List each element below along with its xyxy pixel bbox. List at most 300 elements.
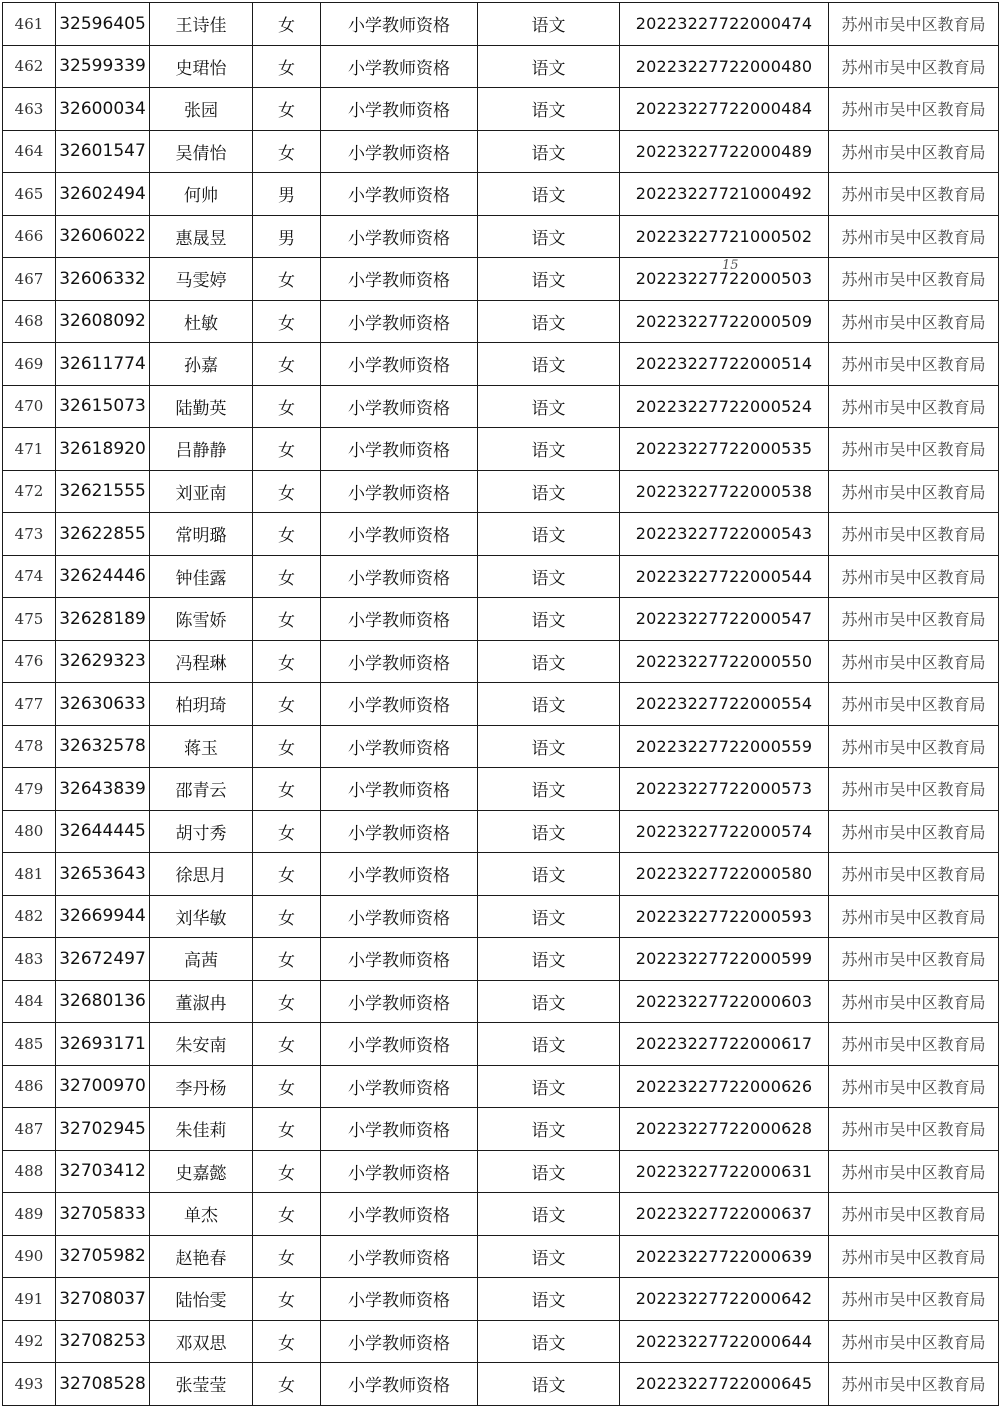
subject-cell: 语文 [478, 470, 620, 513]
qualification-cell: 小学教师资格 [321, 768, 478, 811]
ticket-number-cell: 32669944 [56, 895, 150, 938]
qualification-cell: 小学教师资格 [321, 1023, 478, 1066]
name-cell: 朱佳莉 [150, 1108, 253, 1151]
agency-cell: 苏州市吴中区教育局 [829, 895, 999, 938]
agency-cell: 苏州市吴中区教育局 [829, 300, 999, 343]
subject-cell: 语文 [478, 1193, 620, 1236]
seq-cell: 464 [3, 130, 56, 173]
subject-cell: 语文 [478, 810, 620, 853]
subject-cell: 语文 [478, 895, 620, 938]
table-row [3, 173, 999, 216]
name-cell: 何帅 [150, 173, 253, 216]
agency-cell: 苏州市吴中区教育局 [829, 1363, 999, 1406]
table-row [3, 385, 999, 428]
seq-cell: 463 [3, 88, 56, 131]
certificate-number-cell: 20223227722000550 [620, 640, 829, 683]
seq-cell: 466 [3, 215, 56, 258]
name-cell: 王诗佳 [150, 3, 253, 46]
name-cell: 杜敏 [150, 300, 253, 343]
subject-cell: 语文 [478, 513, 620, 556]
ticket-number-cell: 32703412 [56, 1150, 150, 1193]
seq-cell: 477 [3, 683, 56, 726]
gender-cell: 女 [253, 683, 321, 726]
gender-cell: 女 [253, 300, 321, 343]
seq-cell: 465 [3, 173, 56, 216]
agency-cell: 苏州市吴中区教育局 [829, 1065, 999, 1108]
qualification-cell: 小学教师资格 [321, 45, 478, 88]
name-cell: 吕静静 [150, 428, 253, 471]
table-row [3, 1363, 999, 1406]
table-row [3, 768, 999, 811]
certificate-number-cell: 20223227722000559 [620, 725, 829, 768]
qualification-cell: 小学教师资格 [321, 598, 478, 641]
certificate-number-cell: 20223227722000514 [620, 343, 829, 386]
qualification-cell: 小学教师资格 [321, 428, 478, 471]
certificate-number-cell: 20223227722000547 [620, 598, 829, 641]
table-row [3, 513, 999, 556]
table-row [3, 895, 999, 938]
gender-cell: 女 [253, 470, 321, 513]
ticket-number-cell: 32608092 [56, 300, 150, 343]
gender-cell: 女 [253, 1150, 321, 1193]
ticket-number-cell: 32700970 [56, 1065, 150, 1108]
gender-cell: 女 [253, 130, 321, 173]
name-cell: 史珺怡 [150, 45, 253, 88]
subject-cell: 语文 [478, 173, 620, 216]
subject-cell: 语文 [478, 555, 620, 598]
qualification-cell: 小学教师资格 [321, 1320, 478, 1363]
seq-cell: 470 [3, 385, 56, 428]
seq-cell: 482 [3, 895, 56, 938]
table-row [3, 640, 999, 683]
agency-cell: 苏州市吴中区教育局 [829, 555, 999, 598]
certificate-number-cell: 20223227722000626 [620, 1065, 829, 1108]
qualification-cell: 小学教师资格 [321, 1363, 478, 1406]
subject-cell: 语文 [478, 343, 620, 386]
seq-cell: 467 [3, 258, 56, 301]
ticket-number-cell: 32680136 [56, 980, 150, 1023]
name-cell: 史嘉懿 [150, 1150, 253, 1193]
gender-cell: 女 [253, 1065, 321, 1108]
ticket-number-cell: 32618920 [56, 428, 150, 471]
subject-cell: 语文 [478, 1235, 620, 1278]
qualification-cell: 小学教师资格 [321, 895, 478, 938]
ticket-number-cell: 32708528 [56, 1363, 150, 1406]
table-row [3, 980, 999, 1023]
name-cell: 邓双思 [150, 1320, 253, 1363]
gender-cell: 女 [253, 1363, 321, 1406]
agency-cell: 苏州市吴中区教育局 [829, 88, 999, 131]
seq-cell: 491 [3, 1278, 56, 1321]
name-cell: 柏玥琦 [150, 683, 253, 726]
qualification-cell: 小学教师资格 [321, 130, 478, 173]
gender-cell: 女 [253, 640, 321, 683]
name-cell: 刘亚南 [150, 470, 253, 513]
gender-cell: 女 [253, 1193, 321, 1236]
ticket-number-cell: 32628189 [56, 598, 150, 641]
subject-cell: 语文 [478, 1363, 620, 1406]
qualification-cell: 小学教师资格 [321, 3, 478, 46]
agency-cell: 苏州市吴中区教育局 [829, 173, 999, 216]
gender-cell: 女 [253, 725, 321, 768]
agency-cell: 苏州市吴中区教育局 [829, 130, 999, 173]
ticket-number-cell: 32672497 [56, 938, 150, 981]
seq-cell: 487 [3, 1108, 56, 1151]
table-row [3, 1235, 999, 1278]
agency-cell: 苏州市吴中区教育局 [829, 385, 999, 428]
agency-cell: 苏州市吴中区教育局 [829, 1320, 999, 1363]
name-cell: 陆勤英 [150, 385, 253, 428]
seq-cell: 474 [3, 555, 56, 598]
gender-cell: 女 [253, 45, 321, 88]
seq-cell: 480 [3, 810, 56, 853]
table-row [3, 470, 999, 513]
name-cell: 张莹莹 [150, 1363, 253, 1406]
name-cell: 高茜 [150, 938, 253, 981]
name-cell: 李丹杨 [150, 1065, 253, 1108]
roster-table [2, 2, 999, 1406]
agency-cell: 苏州市吴中区教育局 [829, 1150, 999, 1193]
table-row [3, 1108, 999, 1151]
table-row [3, 300, 999, 343]
seq-cell: 484 [3, 980, 56, 1023]
gender-cell: 女 [253, 768, 321, 811]
qualification-cell: 小学教师资格 [321, 173, 478, 216]
name-cell: 惠晟昱 [150, 215, 253, 258]
qualification-cell: 小学教师资格 [321, 470, 478, 513]
gender-cell: 女 [253, 1023, 321, 1066]
subject-cell: 语文 [478, 980, 620, 1023]
agency-cell: 苏州市吴中区教育局 [829, 1108, 999, 1151]
qualification-cell: 小学教师资格 [321, 513, 478, 556]
qualification-cell: 小学教师资格 [321, 215, 478, 258]
name-cell: 徐思月 [150, 853, 253, 896]
certificate-number-cell: 20223227722000480 [620, 45, 829, 88]
name-cell: 常明璐 [150, 513, 253, 556]
name-cell: 单杰 [150, 1193, 253, 1236]
table-row [3, 683, 999, 726]
table-row [3, 555, 999, 598]
agency-cell: 苏州市吴中区教育局 [829, 1235, 999, 1278]
table-row [3, 725, 999, 768]
qualification-cell: 小学教师资格 [321, 1150, 478, 1193]
certificate-number-cell: 20223227722000637 [620, 1193, 829, 1236]
agency-cell: 苏州市吴中区教育局 [829, 470, 999, 513]
ticket-number-cell: 32624446 [56, 555, 150, 598]
table-row [3, 1193, 999, 1236]
table-row [3, 428, 999, 471]
table-row [3, 810, 999, 853]
gender-cell: 女 [253, 555, 321, 598]
name-cell: 钟佳露 [150, 555, 253, 598]
certificate-number-cell: 20223227722000631 [620, 1150, 829, 1193]
agency-cell: 苏州市吴中区教育局 [829, 1278, 999, 1321]
gender-cell: 女 [253, 810, 321, 853]
subject-cell: 语文 [478, 640, 620, 683]
subject-cell: 语文 [478, 428, 620, 471]
certificate-number-cell: 20223227722000484 [620, 88, 829, 131]
qualification-cell: 小学教师资格 [321, 938, 478, 981]
agency-cell: 苏州市吴中区教育局 [829, 258, 999, 301]
seq-cell: 462 [3, 45, 56, 88]
table-row [3, 1278, 999, 1321]
certificate-number-cell: 20223227722000645 [620, 1363, 829, 1406]
name-cell: 吴倩怡 [150, 130, 253, 173]
certificate-number-cell: 20223227722000503 [620, 258, 829, 301]
certificate-number-cell: 20223227722000474 [620, 3, 829, 46]
qualification-cell: 小学教师资格 [321, 555, 478, 598]
subject-cell: 语文 [478, 1065, 620, 1108]
certificate-number-cell: 20223227722000489 [620, 130, 829, 173]
agency-cell: 苏州市吴中区教育局 [829, 768, 999, 811]
seq-cell: 493 [3, 1363, 56, 1406]
ticket-number-cell: 32708253 [56, 1320, 150, 1363]
seq-cell: 486 [3, 1065, 56, 1108]
certificate-number-cell: 20223227722000642 [620, 1278, 829, 1321]
qualification-cell: 小学教师资格 [321, 1065, 478, 1108]
agency-cell: 苏州市吴中区教育局 [829, 215, 999, 258]
certificate-number-cell: 20223227722000617 [620, 1023, 829, 1066]
table-row [3, 88, 999, 131]
seq-cell: 489 [3, 1193, 56, 1236]
gender-cell: 女 [253, 428, 321, 471]
subject-cell: 语文 [478, 258, 620, 301]
gender-cell: 女 [253, 513, 321, 556]
subject-cell: 语文 [478, 130, 620, 173]
ticket-number-cell: 32693171 [56, 1023, 150, 1066]
seq-cell: 488 [3, 1150, 56, 1193]
gender-cell: 男 [253, 215, 321, 258]
subject-cell: 语文 [478, 725, 620, 768]
qualification-cell: 小学教师资格 [321, 1108, 478, 1151]
table-row [3, 215, 999, 258]
certificate-number-cell: 20223227722000524 [620, 385, 829, 428]
ticket-number-cell: 32600034 [56, 88, 150, 131]
table-row [3, 130, 999, 173]
name-cell: 胡寸秀 [150, 810, 253, 853]
seq-cell: 490 [3, 1235, 56, 1278]
certificate-number-cell: 20223227722000644 [620, 1320, 829, 1363]
gender-cell: 女 [253, 258, 321, 301]
gender-cell: 女 [253, 88, 321, 131]
name-cell: 孙嘉 [150, 343, 253, 386]
table-row [3, 1065, 999, 1108]
table-row [3, 853, 999, 896]
name-cell: 赵艳春 [150, 1235, 253, 1278]
qualification-cell: 小学教师资格 [321, 725, 478, 768]
gender-cell: 女 [253, 980, 321, 1023]
ticket-number-cell: 32622855 [56, 513, 150, 556]
certificate-number-cell: 20223227722000599 [620, 938, 829, 981]
certificate-number-cell: 20223227722000574 [620, 810, 829, 853]
gender-cell: 女 [253, 853, 321, 896]
gender-cell: 女 [253, 1278, 321, 1321]
subject-cell: 语文 [478, 1023, 620, 1066]
certificate-number-cell: 20223227722000593 [620, 895, 829, 938]
certificate-number-cell: 20223227722000628 [620, 1108, 829, 1151]
qualification-cell: 小学教师资格 [321, 1278, 478, 1321]
gender-cell: 女 [253, 385, 321, 428]
subject-cell: 语文 [478, 683, 620, 726]
roster-body [3, 3, 999, 1406]
certificate-number-cell: 20223227722000580 [620, 853, 829, 896]
name-cell: 张园 [150, 88, 253, 131]
table-row [3, 1320, 999, 1363]
ticket-number-cell: 32632578 [56, 725, 150, 768]
qualification-cell: 小学教师资格 [321, 853, 478, 896]
gender-cell: 女 [253, 343, 321, 386]
certificate-number-cell: 20223227722000603 [620, 980, 829, 1023]
agency-cell: 苏州市吴中区教育局 [829, 3, 999, 46]
certificate-number-cell: 20223227722000544 [620, 555, 829, 598]
subject-cell: 语文 [478, 768, 620, 811]
agency-cell: 苏州市吴中区教育局 [829, 853, 999, 896]
qualification-cell: 小学教师资格 [321, 258, 478, 301]
seq-cell: 473 [3, 513, 56, 556]
certificate-number-cell: 20223227722000573 [620, 768, 829, 811]
subject-cell: 语文 [478, 3, 620, 46]
qualification-cell: 小学教师资格 [321, 1235, 478, 1278]
ticket-number-cell: 32705982 [56, 1235, 150, 1278]
agency-cell: 苏州市吴中区教育局 [829, 598, 999, 641]
ticket-number-cell: 32606022 [56, 215, 150, 258]
ticket-number-cell: 32606332 [56, 258, 150, 301]
certificate-number-cell: 20223227721000502 [620, 215, 829, 258]
gender-cell: 女 [253, 1235, 321, 1278]
ticket-number-cell: 32705833 [56, 1193, 150, 1236]
certificate-number-cell: 20223227721000492 [620, 173, 829, 216]
table-row [3, 598, 999, 641]
seq-cell: 461 [3, 3, 56, 46]
seq-cell: 471 [3, 428, 56, 471]
ticket-number-cell: 32615073 [56, 385, 150, 428]
certificate-number-cell: 20223227722000554 [620, 683, 829, 726]
ticket-number-cell: 32602494 [56, 173, 150, 216]
gender-cell: 女 [253, 598, 321, 641]
subject-cell: 语文 [478, 1278, 620, 1321]
seq-cell: 478 [3, 725, 56, 768]
ticket-number-cell: 32599339 [56, 45, 150, 88]
subject-cell: 语文 [478, 88, 620, 131]
qualification-cell: 小学教师资格 [321, 683, 478, 726]
name-cell: 邵青云 [150, 768, 253, 811]
ticket-number-cell: 32644445 [56, 810, 150, 853]
agency-cell: 苏州市吴中区教育局 [829, 45, 999, 88]
ticket-number-cell: 32629323 [56, 640, 150, 683]
seq-cell: 469 [3, 343, 56, 386]
subject-cell: 语文 [478, 1108, 620, 1151]
subject-cell: 语文 [478, 1150, 620, 1193]
certificate-number-cell: 20223227722000538 [620, 470, 829, 513]
qualification-cell: 小学教师资格 [321, 640, 478, 683]
seq-cell: 468 [3, 300, 56, 343]
agency-cell: 苏州市吴中区教育局 [829, 428, 999, 471]
table-row [3, 1023, 999, 1066]
gender-cell: 女 [253, 1320, 321, 1363]
agency-cell: 苏州市吴中区教育局 [829, 343, 999, 386]
agency-cell: 苏州市吴中区教育局 [829, 1023, 999, 1066]
ticket-number-cell: 32653643 [56, 853, 150, 896]
name-cell: 董淑冉 [150, 980, 253, 1023]
gender-cell: 女 [253, 938, 321, 981]
name-cell: 冯程琳 [150, 640, 253, 683]
seq-cell: 479 [3, 768, 56, 811]
gender-cell: 女 [253, 3, 321, 46]
certificate-number-cell: 20223227722000535 [620, 428, 829, 471]
agency-cell: 苏州市吴中区教育局 [829, 683, 999, 726]
certificate-number-cell: 20223227722000543 [620, 513, 829, 556]
table-row [3, 3, 999, 46]
seq-cell: 476 [3, 640, 56, 683]
subject-cell: 语文 [478, 45, 620, 88]
subject-cell: 语文 [478, 853, 620, 896]
ticket-number-cell: 32621555 [56, 470, 150, 513]
agency-cell: 苏州市吴中区教育局 [829, 938, 999, 981]
ticket-number-cell: 32643839 [56, 768, 150, 811]
qualification-cell: 小学教师资格 [321, 300, 478, 343]
seq-cell: 475 [3, 598, 56, 641]
agency-cell: 苏州市吴中区教育局 [829, 810, 999, 853]
table-row [3, 938, 999, 981]
table-row [3, 343, 999, 386]
table-row [3, 1150, 999, 1193]
name-cell: 蒋玉 [150, 725, 253, 768]
subject-cell: 语文 [478, 938, 620, 981]
agency-cell: 苏州市吴中区教育局 [829, 1193, 999, 1236]
ticket-number-cell: 32708037 [56, 1278, 150, 1321]
name-cell: 马雯婷 [150, 258, 253, 301]
qualification-cell: 小学教师资格 [321, 88, 478, 131]
gender-cell: 女 [253, 895, 321, 938]
subject-cell: 语文 [478, 385, 620, 428]
name-cell: 陈雪娇 [150, 598, 253, 641]
subject-cell: 语文 [478, 1320, 620, 1363]
certificate-number-cell: 20223227722000509 [620, 300, 829, 343]
agency-cell: 苏州市吴中区教育局 [829, 980, 999, 1023]
qualification-cell: 小学教师资格 [321, 980, 478, 1023]
subject-cell: 语文 [478, 598, 620, 641]
name-cell: 陆怡雯 [150, 1278, 253, 1321]
ticket-number-cell: 32630633 [56, 683, 150, 726]
seq-cell: 483 [3, 938, 56, 981]
name-cell: 朱安南 [150, 1023, 253, 1066]
subject-cell: 语文 [478, 215, 620, 258]
table-row [3, 45, 999, 88]
ticket-number-cell: 32601547 [56, 130, 150, 173]
ticket-number-cell: 32611774 [56, 343, 150, 386]
seq-cell: 492 [3, 1320, 56, 1363]
qualification-cell: 小学教师资格 [321, 343, 478, 386]
ticket-number-cell: 32702945 [56, 1108, 150, 1151]
ticket-number-cell: 32596405 [56, 3, 150, 46]
subject-cell: 语文 [478, 300, 620, 343]
certificate-number-cell: 20223227722000639 [620, 1235, 829, 1278]
qualification-cell: 小学教师资格 [321, 385, 478, 428]
qualification-cell: 小学教师资格 [321, 1193, 478, 1236]
name-cell: 刘华敏 [150, 895, 253, 938]
agency-cell: 苏州市吴中区教育局 [829, 513, 999, 556]
seq-cell: 481 [3, 853, 56, 896]
seq-cell: 485 [3, 1023, 56, 1066]
gender-cell: 男 [253, 173, 321, 216]
agency-cell: 苏州市吴中区教育局 [829, 640, 999, 683]
agency-cell: 苏州市吴中区教育局 [829, 725, 999, 768]
gender-cell: 女 [253, 1108, 321, 1151]
seq-cell: 472 [3, 470, 56, 513]
page-number: 15 [722, 258, 739, 273]
table-row [3, 258, 999, 301]
qualification-cell: 小学教师资格 [321, 810, 478, 853]
